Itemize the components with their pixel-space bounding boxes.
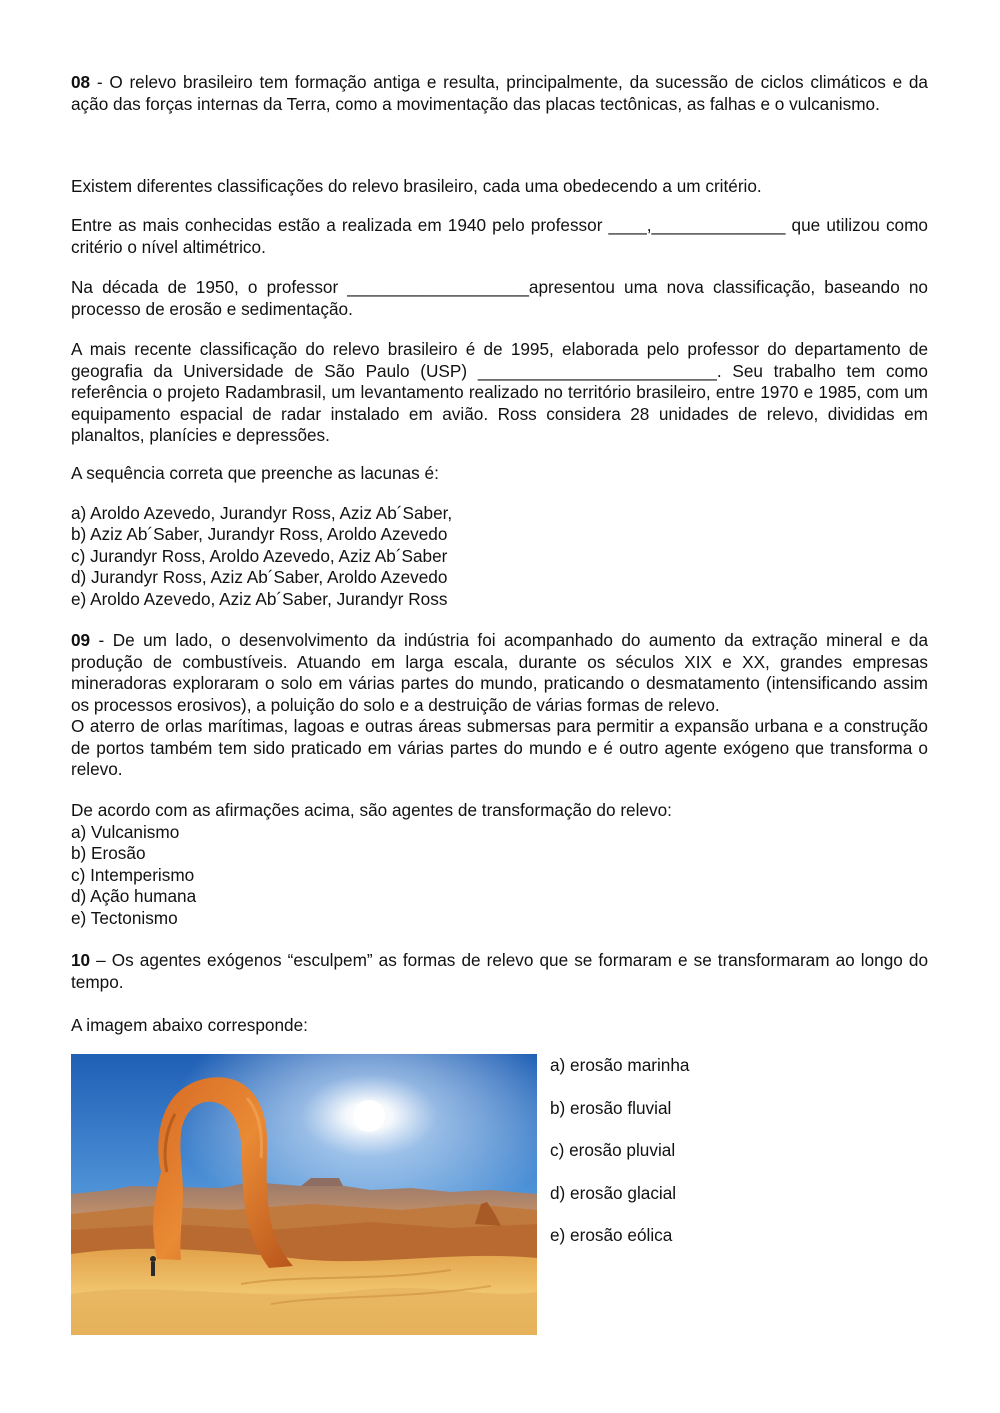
q10-option-d[interactable]: d) erosão glacial [550, 1182, 677, 1203]
q10-option-a[interactable]: a) erosão marinha [550, 1055, 690, 1075]
q08-intro [71, 72, 928, 115]
q09-option-c[interactable]: c) Intemperismo [71, 864, 195, 885]
q09-option-a[interactable]: a) Vulcanismo [71, 822, 180, 842]
q10-number: 10 [71, 950, 91, 970]
q08-number: 08 [71, 72, 91, 92]
q10-paragraph-1-text: – Os agentes exógenos “esculpem” as formas de relevo que se formaram e se transformaram ao longo do tempo. [71, 950, 928, 992]
q09-paragraph-1 [71, 630, 928, 716]
q08-option-c[interactable]: c) Jurandyr Ross, Aroldo Azevedo, Aziz Ab´Saber [71, 545, 448, 566]
q09-option-b[interactable]: b) Erosão [71, 843, 146, 864]
q09-number: 09 [71, 630, 91, 650]
q10-question: A imagem abaixo corresponde: [71, 1015, 308, 1035]
q08-option-b[interactable]: b) Aziz Ab´Saber, Jurandyr Ross, Aroldo Azevedo [71, 524, 448, 545]
q08-question: A sequência correta que preenche as lacunas é: [71, 463, 439, 483]
q10-option-e[interactable]: e) erosão eólica [550, 1225, 673, 1246]
q09-options [71, 822, 196, 929]
q08-paragraph-2: Entre as mais conhecidas estão a realizada em 1940 pelo professor ____,______________ que utilizou como critério o nível altimétrico. [71, 215, 928, 257]
desert-arch-photo [71, 1054, 537, 1335]
q10-paragraph-1 [71, 950, 928, 993]
q08-option-a[interactable]: a) Aroldo Azevedo, Jurandyr Ross, Aziz Ab´Saber, [71, 503, 453, 523]
q08-option-e[interactable]: e) Aroldo Azevedo, Aziz Ab´Saber, Jurandyr Ross [71, 588, 448, 609]
q08-paragraph-1: Existem diferentes classificações do relevo brasileiro, cada uma obedecendo a um critério. [71, 176, 762, 196]
q10-option-c[interactable]: c) erosão pluvial [550, 1140, 676, 1161]
q08-intro-text: - O relevo brasileiro tem formação antiga e resulta, principalmente, da sucessão de ciclos climáticos e da ação das forças internas da Terra, como a movimentação das placas tectônicas, as falhas e o vulcanismo. [71, 72, 928, 114]
q09-paragraph-2: O aterro de orlas marítimas, lagoas e outras áreas submersas para permitir a expansão urbana e a construção de portos também tem sido praticado em várias partes do mundo e é outro agente exógeno que transforma o relevo. [71, 716, 928, 780]
q09-option-d[interactable]: d) Ação humana [71, 886, 197, 907]
q09-question: De acordo com as afirmações acima, são agentes de transformação do relevo: [71, 800, 672, 820]
q09-paragraph-1-text: - De um lado, o desenvolvimento da indústria foi acompanhado do aumento da extração mineral e da produção de combustíveis. Atuando em larga escala, durante os séculos XIX e XX, grandes empresas mineradoras exploraram o solo em várias partes do mundo, praticando o desmatamento (intensificando assim os processos erosivos), a poluição do solo e a destruição de várias formas de relevo. [71, 630, 928, 715]
q10-option-b[interactable]: b) erosão fluvial [550, 1097, 672, 1118]
q08-paragraph-4: A mais recente classificação do relevo brasileiro é de 1995, elaborada pelo professor do departamento de geografia da Universidade de São Paulo (USP) _________________________. Seu trabalho tem como referência o projeto Radambrasil, um levantamento realizado no território brasileiro, entre 1970 e 1985, com um equipamento espacial de radar instalado em avião. Ross considera 28 unidades de relevo, divididas em planaltos, planícies e depressões. [71, 339, 928, 446]
q08-paragraph-3: Na década de 1950, o professor ___________________apresentou uma nova classificação, baseando no processo de erosão e sedimentação. [71, 277, 928, 319]
q08-option-d[interactable]: d) Jurandyr Ross, Aziz Ab´Saber, Aroldo Azevedo [71, 567, 448, 588]
q09-option-e[interactable]: e) Tectonismo [71, 907, 178, 928]
q08-options [71, 503, 452, 610]
q10-options [550, 1054, 689, 1267]
